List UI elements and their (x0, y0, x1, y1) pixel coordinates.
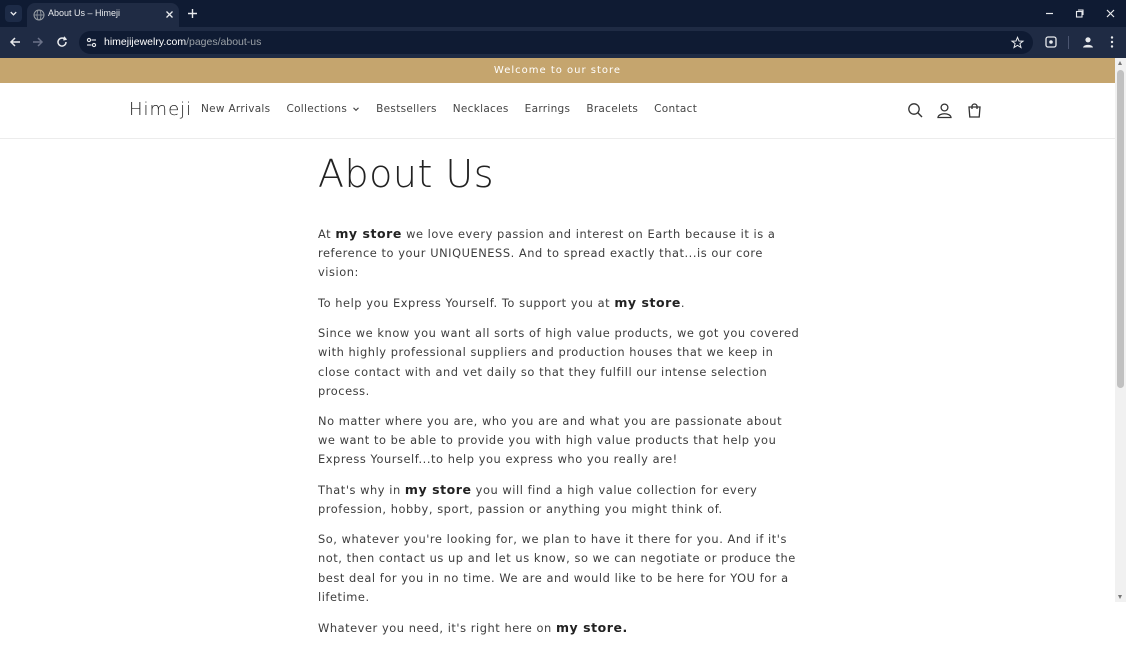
tab-title: About Us – Himeji (48, 8, 121, 18)
profile-icon[interactable] (1081, 35, 1095, 49)
nav-earrings[interactable] (525, 103, 571, 115)
about-paragraph (318, 224, 800, 283)
nav-label: Bestsellers (376, 103, 437, 115)
menu-icon[interactable] (1105, 35, 1119, 49)
about-paragraph (318, 530, 800, 607)
nav-new-arrivals[interactable] (201, 103, 270, 115)
restore-icon[interactable] (1073, 7, 1086, 20)
about-paragraph (318, 480, 800, 520)
url-path: /pages/about-us (186, 36, 262, 48)
cart-icon[interactable] (966, 102, 983, 119)
toolbar-separator (1068, 36, 1069, 49)
store-name-bold: my store (614, 295, 681, 311)
reload-icon[interactable] (55, 35, 69, 49)
paragraph-text: we love every passion and interest on Earth because it is a reference to your UNIQUENESS. And to spread exactly that...is our core vision: (318, 226, 776, 280)
window-close-icon[interactable] (1104, 7, 1117, 20)
store-name-bold: my store. (555, 619, 628, 635)
about-paragraph (318, 293, 800, 313)
about-paragraph (318, 618, 800, 638)
scroll-thumb[interactable] (1117, 70, 1124, 388)
paragraph-text: you will find a high value collection for every profession, hobby, sport, passion or anything you might think of. (318, 483, 758, 517)
forward-icon[interactable] (31, 35, 45, 49)
browser-toolbar (0, 27, 1126, 58)
chevron-down-icon (352, 105, 360, 113)
announcement-bar (0, 58, 1115, 83)
about-content (318, 154, 800, 649)
nav-label: Bracelets (586, 103, 639, 115)
paragraph-text: Whatever you need, it's right here on (318, 620, 556, 635)
site-info-icon[interactable] (85, 36, 98, 49)
plus-icon[interactable] (186, 7, 199, 20)
browser-tabstrip (0, 0, 1126, 27)
paragraph-text: No matter where you are, who you are and what you are passionate about we want to be able to provide you with high value products that help you Express Yourself...to help you express who you really are! (318, 413, 783, 467)
nav-label: Collections (286, 103, 348, 115)
main-nav (201, 103, 697, 115)
nav-bracelets[interactable] (586, 103, 638, 115)
page-viewport (0, 58, 1126, 635)
announcement-text: Welcome to our store (493, 65, 622, 76)
about-paragraph (318, 412, 800, 470)
paragraph-text: So, whatever you're looking for, we plan to have it there for you. And if it's not, then contact us up and let us know, so we can negotiate or produce the best deal for you in no time. We are and would like to be here for YOU for a lifetime. (318, 532, 796, 605)
minimize-icon[interactable] (1043, 7, 1056, 20)
search-icon[interactable] (907, 102, 924, 119)
chevron-down-icon (9, 9, 18, 18)
scroll-down-arrow[interactable] (1118, 595, 1122, 599)
star-icon[interactable] (1011, 36, 1024, 49)
paragraph-text: To help you Express Yourself. To support you at (318, 296, 615, 311)
extension-icon[interactable] (1044, 35, 1058, 49)
back-icon[interactable] (8, 35, 22, 49)
scroll-up-arrow[interactable] (1118, 61, 1122, 65)
paragraph-text: That's why in (318, 483, 405, 498)
nav-label: Earrings (524, 103, 571, 115)
nav-necklaces[interactable] (453, 103, 509, 115)
site-logo[interactable]: Himeji (129, 99, 193, 120)
nav-bestsellers[interactable] (376, 103, 437, 115)
address-bar[interactable] (79, 31, 1033, 54)
page-scrollbar[interactable] (1115, 58, 1126, 602)
page-title: About Us (318, 152, 495, 196)
nav-label: Necklaces (452, 103, 509, 115)
nav-collections[interactable] (286, 103, 360, 115)
paragraph-text: At (318, 226, 336, 241)
globe-icon (33, 9, 45, 21)
paragraph-text: . (680, 296, 686, 311)
tab-search-button[interactable] (5, 5, 22, 22)
site-header (0, 83, 1115, 139)
nav-contact[interactable] (654, 103, 697, 115)
paragraph-list (318, 224, 800, 638)
store-name-bold: my store (404, 482, 472, 498)
about-paragraph (318, 324, 800, 401)
nav-label: Contact (654, 103, 698, 115)
browser-tab-active[interactable] (27, 3, 179, 27)
url-host: himejijewelry.com (104, 36, 187, 48)
account-icon[interactable] (936, 102, 953, 119)
nav-label: New Arrivals (201, 103, 271, 115)
close-icon[interactable] (164, 9, 175, 20)
store-name-bold: my store (335, 225, 402, 241)
paragraph-text: Since we know you want all sorts of high value products, we got you covered with highly professional suppliers and production houses that we keep in close contact with and vet daily so that they fulfill our intense selection process. (318, 325, 800, 398)
url-text (104, 36, 261, 48)
